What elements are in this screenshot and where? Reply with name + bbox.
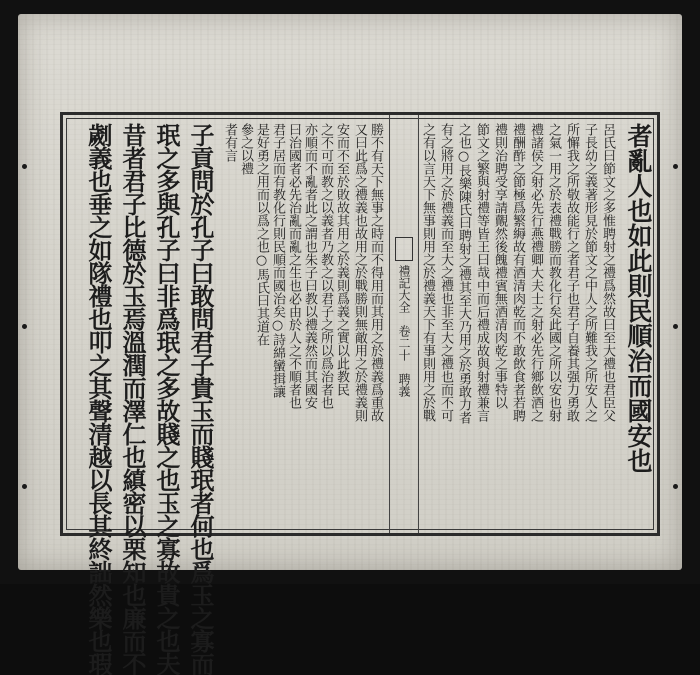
commentary-column: 安而不至於敗故其用之於義則爲義之實以此教民 <box>334 123 349 396</box>
commentary-column: 又曰此爲之禮義也故用之於戰勝則無敵用之於禮義則 <box>352 123 367 422</box>
text-frame <box>60 112 660 675</box>
paper-sheet <box>18 14 682 675</box>
main-text-column: 劌義也垂之如隊禮也叩之其聲清越以長其終詘然樂也瑕 <box>84 123 113 675</box>
binding-hole <box>673 324 678 329</box>
commentary-column: 曰治國者必先治亂而亂之生也必由於人之不順者也 <box>286 123 301 409</box>
binding-hole <box>22 164 27 169</box>
commentary-column: 禮則治聘受享請覿然後餽禮賓無酒清肉乾之事特以 <box>492 123 507 409</box>
commentary-column: 節文之繁與射禮等皆王曰哉中而后禮成故與射禮兼言 <box>474 123 489 422</box>
binding-hole <box>673 484 678 489</box>
fish-tail-mark <box>395 237 413 261</box>
commentary-column: 之氣一用之於表禮戰勝而教化行矣此國之所以安也射 <box>546 123 561 422</box>
commentary-column: 參之以禮 <box>238 123 253 175</box>
binding-hole <box>673 164 678 169</box>
commentary-column: 者有言 <box>222 123 237 162</box>
center-fold-band <box>389 115 419 533</box>
binding-hole <box>22 324 27 329</box>
commentary-column: 子長幼之義著形見於節文之中人之所難我之所安人之 <box>582 123 597 422</box>
commentary-column: 之有以言天下無事則用之於禮義天下有事則用之於戰 <box>420 123 435 422</box>
commentary-column: 所懈我之所敬故能行之者君子也君子自養其强力勇敢 <box>564 123 579 422</box>
center-band-label: 禮記大全 卷二十 聘義 <box>397 265 411 397</box>
commentary-column: 是好勇之用而以爲之也○馬氏曰其道在 <box>254 123 269 346</box>
main-text-column: 珉之多與孔子曰非爲珉之多故賤之也玉之寡故貴之也夫 <box>152 123 181 675</box>
commentary-column: 勝不有天下無事之時而不得用而其用之於禮義爲重故 <box>368 123 383 422</box>
main-text-column: 子貢問於孔子曰敢問君子貴玉而賤珉者何也爲玉之寡而 <box>186 123 215 675</box>
commentary-column: 之不可而教之以義者乃教之以君子之所以爲治者也 <box>318 123 333 409</box>
commentary-column: 禮諸侯之射必先行燕禮卿大夫士之射必先行鄉飲酒之 <box>528 123 543 422</box>
title-column: 者亂人也如此則民順治而國安也 <box>624 123 653 473</box>
commentary-column: 有之將用之於禮義而至大之禮也非至大之禮也而不可 <box>438 123 453 422</box>
commentary-column: 呂氏曰節文之多惟聘射之禮爲然故曰至大禮也君臣父 <box>600 123 615 422</box>
binding-hole <box>22 484 27 489</box>
commentary-column: 亦順而不亂者此之謂也朱子曰教以禮義然而其國安 <box>302 123 317 409</box>
commentary-column: 禮酬酢之節極爲繁縟故有酒清肉乾而不敢飲食者若聘 <box>510 123 525 422</box>
commentary-column: 之也○長樂陳氏曰聘射之禮其至大乃用之於勇敢力者 <box>456 123 471 424</box>
main-text-column: 昔者君子比德於玉焉溫潤而澤仁也縝密以栗知也廉而不 <box>118 123 147 675</box>
commentary-column: 君子居而有教化行則民順而國治矣○詩綿蠻揖讓 <box>270 123 285 398</box>
